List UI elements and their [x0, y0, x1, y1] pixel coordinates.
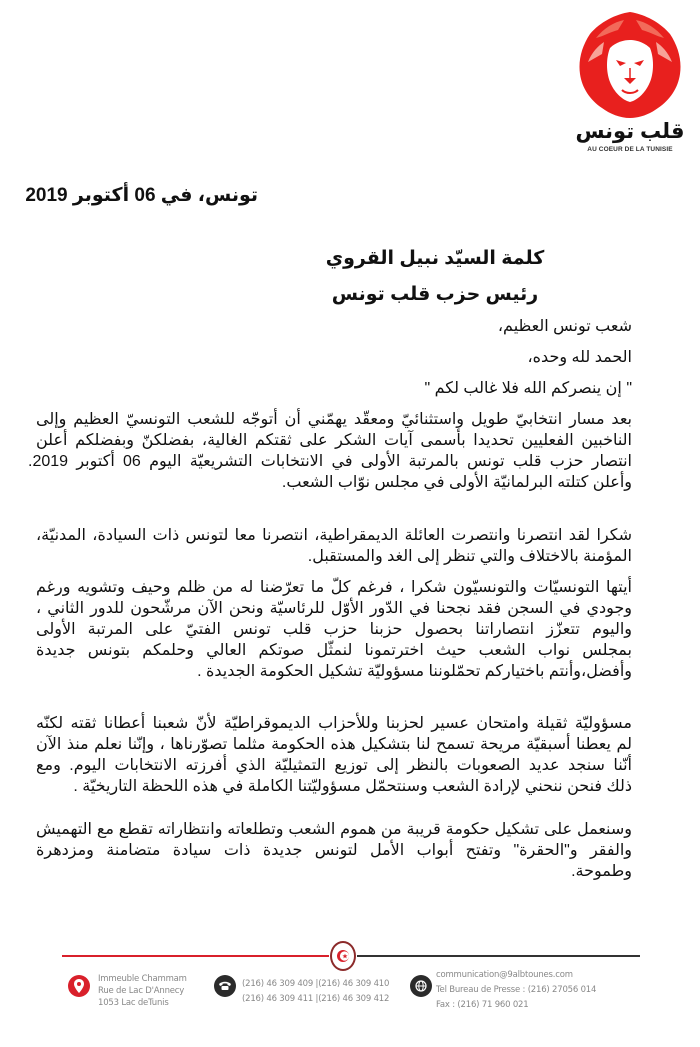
- paragraph-line: ذلك فنحن ننحني لإرادة الشعب وسنتحمّل مسؤوليّتنا الكاملة في هذه اللحظة التاريخيّة .: [73, 778, 632, 795]
- paragraph-line: شكرا لقد انتصرنا وانتصرت العائلة الديمقراطية، انتصرنا معا لتونس ذات السيادة، المدنيّة،: [36, 527, 632, 544]
- brand-name: قلب تونس: [575, 120, 685, 143]
- address-line: Immeuble Chammam: [98, 974, 187, 984]
- footer-divider-red: [62, 955, 329, 957]
- paragraph-line: وأعلن كتلته البرلمانيّة الأولى في مجلس نوّاب الشعب.: [281, 474, 632, 491]
- paragraph-line: أنّنا سنجد عديد الصعوبات بالنظر إلى توزيع التمثيليّة الذي أفرزته الانتخابات اليوم. ومع: [36, 757, 632, 774]
- paragraph-line: بعد مسار انتخابيّ طويل واستثنائيّ ومعقّد يهمّني أن أتوجّه للشعب التونسيّ العظيم وإلى: [36, 411, 632, 428]
- address-line: Rue de Lac D'Annecy: [98, 986, 185, 996]
- brand-tagline: AU COEUR DE LA TUNISIE: [587, 146, 673, 153]
- paragraph-line: انتصار حزب قلب تونس بالمرتبة الأولى في الانتخابات التشريعيّة اليوم 06 أكتوبر 2019.: [28, 453, 632, 470]
- tunisia-flag-emblem-icon: [330, 941, 356, 971]
- quote-line: " إن ينصركم الله فلا غالب لكم ": [424, 380, 632, 397]
- paragraph-line: وطموحة.: [571, 863, 632, 880]
- paragraph-line: الناخبين الفعليين تحديدا بأسمى آيات الشكر على ثقتكم الغالية، بفضلكنّ وبفضلكم أعلن: [36, 432, 632, 449]
- phone-line: (216) 46 309 411 |(216) 46 309 412: [242, 994, 390, 1004]
- salutation-line: شعب تونس العظيم،: [497, 318, 632, 335]
- footer-divider-dark: [357, 955, 640, 957]
- lion-head-icon: [574, 8, 686, 120]
- paragraph-line: وسنعمل على تشكيل حكومة قريبة من هموم الشعب وتطلعاته وانتظاراته تقطع مع التهميش: [36, 821, 632, 838]
- location-pin-icon: [68, 975, 90, 997]
- salutation-line: الحمد لله وحده،: [527, 349, 632, 366]
- speaker-role: رئيس حزب قلب تونس: [331, 284, 539, 305]
- phone-line: (216) 46 309 409 |(216) 46 309 410: [242, 979, 390, 989]
- telephone-icon: [214, 975, 236, 997]
- paragraph-line: المؤمنة بالاختلاف والتي تنظر إلى الغد والمستقبل.: [307, 548, 632, 565]
- speech-title: كلمة السيّد نبيل القروي: [325, 248, 545, 269]
- paragraph-line: وأفضل،وأنتم باختياركم تحمّلوننا مسؤوليّة تشكيل الحكومة الجديدة .: [197, 663, 632, 680]
- globe-icon: [410, 975, 432, 997]
- paragraph-line: لم يعطنا أسبقيّة مريحة تسمح لنا بتشكيل هذه الحكومة مثلما تصوّرناها ، وإنّنا نعلم منذ الآن: [36, 736, 632, 753]
- date-line: تونس، في 06 أكتوبر 2019: [25, 185, 258, 206]
- paragraph-line: واليوم تتعزّز انتصاراتنا بحصول حزبنا حزب قلب تونس الفتيّ على المرتبة الأولى: [36, 621, 632, 638]
- address-line: 1053 Lac deTunis: [98, 998, 169, 1008]
- paragraph-line: مسؤوليّة ثقيلة وامتحان عسير لحزبنا وللأحزاب الديموقراطيّة لأنّ شعبنا أعطانا ثقته لكنّه: [36, 715, 632, 732]
- paragraph-line: أيتها التونسيّات والتونسيّون شكرا ، فرغم كلّ ما تعرّضنا له من ظلم وحيف وتشويه ورغم: [36, 579, 632, 596]
- press-phone: Tel Bureau de Presse : (216) 27056 014: [436, 985, 597, 995]
- fax-number: Fax : (216) 71 960 021: [436, 1000, 529, 1010]
- paragraph-line: وجودي في السجن فقد نجحنا في الدّور الأوّل للرئاسيّة ونحن الآن مرشّحون للدور الثاني ،: [36, 600, 632, 617]
- party-logo: [574, 8, 686, 158]
- contact-email[interactable]: communication@9albtounes.com: [436, 970, 573, 980]
- paragraph-line: بمجلس نواب الشعب حيث اخترتمونا لنمثّل صوتكم العالي وحلمكم بتونس جديدة: [36, 642, 633, 659]
- paragraph-line: والفقر و"الحقرة" وتفتح أبواب الأمل لتونس جديدة ذات سيادة متضامنة ومزدهرة: [36, 842, 632, 859]
